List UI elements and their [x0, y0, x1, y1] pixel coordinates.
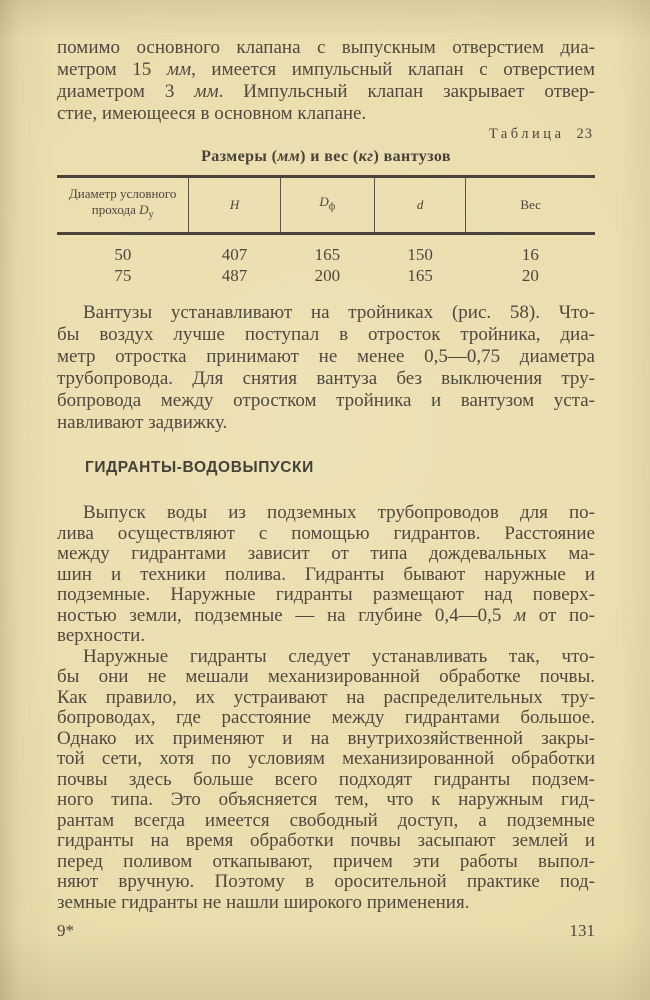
- table-header-row: [57, 177, 595, 234]
- table-row: [57, 265, 595, 295]
- page-number: 131: [569, 921, 595, 940]
- header-subscript: ф: [328, 201, 336, 213]
- text-line: Вантузы устанавливают на тройниках (рис. 58). Что-: [83, 302, 595, 323]
- header-cell-weight: [466, 177, 595, 234]
- header-cell-df: [280, 177, 374, 234]
- paragraph: [57, 37, 595, 125]
- text-line: бы они не мешали механизированной обработке почвы.: [57, 666, 595, 687]
- section-heading: ГИДРАНТЫ-ВОДОВЫПУСКИ: [85, 459, 314, 476]
- text-line: стие, имеющееся в основном клапане.: [57, 103, 367, 124]
- text-line: метром 15 мм, имеется импульсный клапан с отверстием: [57, 59, 595, 80]
- paragraph: [57, 302, 595, 434]
- text-line: трубопровода. Для снятия вантуза без выключения тру-: [57, 368, 595, 389]
- table-cell: 20: [521, 266, 539, 285]
- text-line: верхности.: [57, 625, 146, 646]
- table-cell: 150: [407, 245, 433, 264]
- header-cell-d: [374, 177, 465, 234]
- text-line: гидранты на время обработки почвы засыпают землей и: [57, 830, 595, 851]
- header-cell-diameter: [57, 177, 189, 234]
- dimensions-weight-table: [57, 175, 595, 295]
- text-line: рантам всегда имеется свободный доступ, а подземные: [57, 809, 595, 831]
- text-line: навливают задвижку.: [57, 412, 228, 433]
- text-line: шин и техники полива. Гидранты бывают наружные и: [57, 563, 595, 585]
- table-cell: 165: [407, 266, 433, 285]
- header-symbol: d: [416, 197, 424, 212]
- table-header: [57, 177, 595, 234]
- header-symbol: H: [229, 197, 240, 212]
- signature-mark: 9*: [57, 921, 74, 940]
- text-line: перед поливом откапывают, причем эти работы выпол-: [57, 850, 595, 872]
- table-body: [57, 234, 595, 296]
- table-caption-number: 23: [576, 126, 593, 142]
- table-caption-label: Таблица: [488, 126, 565, 142]
- paragraph: [57, 647, 595, 914]
- page-footer: [57, 921, 595, 941]
- table-caption: [57, 126, 595, 143]
- table-cell: 16: [521, 245, 539, 264]
- text-line: Выпуск воды из подземных трубопроводов для по-: [83, 502, 595, 523]
- text-line: Наружные гидранты следует устанавливать так, что-: [83, 645, 595, 667]
- table-cell: 407: [221, 245, 248, 264]
- table-title: Размеры (мм) и вес (кг) вантузов: [201, 148, 451, 165]
- text-line: бы воздух лучше поступал в отросток тройника, диа-: [57, 324, 595, 345]
- header-symbol: D: [319, 194, 329, 210]
- header-text: Диаметр условного прохода: [68, 186, 177, 218]
- paragraph: [57, 503, 595, 647]
- text-line: няют вручную. Поэтому в оросительной практике под-: [57, 871, 595, 892]
- text-line: ностью земли, подземные — на глубине 0,4—0,5 м от по-: [57, 604, 595, 626]
- table-cell: 75: [114, 266, 132, 285]
- text-line: бопровода между отростком тройника и вантузом уста-: [57, 390, 595, 411]
- text-line: почвы здесь больше всего подходят гидранты подзем-: [57, 768, 595, 790]
- text-line: подземные. Наружные гидранты размещают над поверх-: [57, 584, 595, 605]
- text-line: земные гидранты не нашли широкого применения.: [57, 891, 470, 913]
- text-line: лива осуществляют с помощью гидрантов. Расстояние: [57, 522, 595, 544]
- text-line: ного типа. Это объясняется тем, что к наружным гид-: [57, 789, 595, 810]
- table-row: [57, 234, 595, 266]
- text-line: метр отростка принимают не менее 0,5—0,75 диаметра: [57, 346, 595, 367]
- header-subscript: у: [148, 209, 154, 221]
- text-line: бопроводах, где расстояние между гидрантами большое.: [57, 707, 595, 728]
- header-symbol: D: [139, 202, 149, 218]
- text-line: Как правило, их устраивают на распределительных тру-: [57, 686, 595, 708]
- table-cell: 50: [114, 245, 132, 264]
- text-line: Однако их применяют и на внутрихозяйственной закры-: [57, 727, 595, 749]
- text-line: между гидрантами зависит от типа дождевальных ма-: [57, 543, 595, 564]
- text-line: той сети, хотя по условиям механизированной обработки: [57, 748, 595, 769]
- table-cell: 487: [221, 266, 248, 285]
- header-cell-h: [189, 177, 280, 234]
- text-line: диаметром 3 мм. Импульсный клапан закрывает отвер-: [57, 81, 596, 102]
- table-cell: 200: [314, 266, 341, 285]
- text-line: помимо основного клапана с выпускным отверстием диа-: [57, 37, 595, 58]
- table-cell: 165: [314, 245, 341, 264]
- header-text: Вес: [520, 197, 541, 212]
